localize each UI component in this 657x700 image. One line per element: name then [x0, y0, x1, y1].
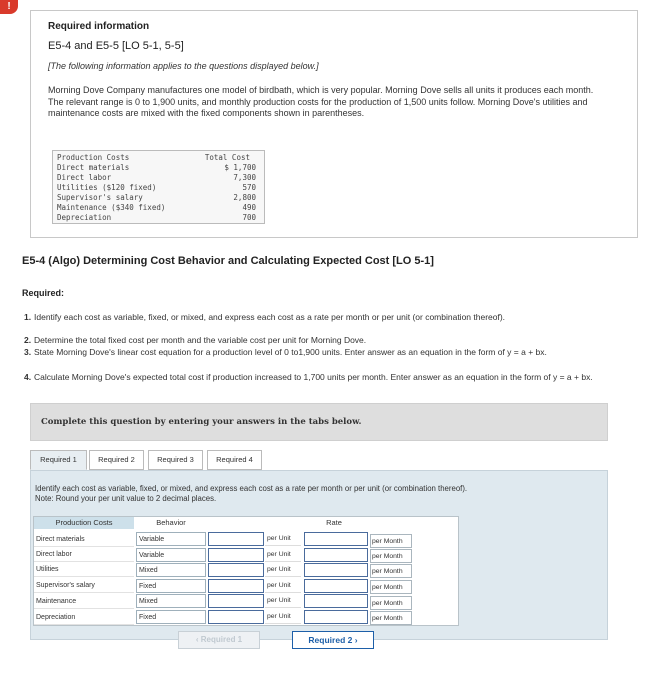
cost-table-header: [57, 153, 256, 163]
list-item-number: 2.: [24, 335, 32, 345]
info-paragraph: Morning Dove Company manufactures one model of birdbath, which is very popular. Morning Dove sells all units it produces each month. The relevant range is 0 to 1,900 units, and monthly production costs for the production of 1,500 units follow. Morning Dove's utilities and maintenance costs are mixed with the fixed components shown in parentheses.: [48, 85, 594, 118]
table-row: [57, 173, 256, 183]
tab-required-2[interactable]: Required 2: [89, 450, 144, 470]
behavior-header: Behavior: [136, 517, 206, 529]
cost-value: 2,800: [233, 193, 256, 202]
rate-header: Rate: [304, 517, 364, 529]
required-heading: Required:: [22, 288, 65, 298]
cost-value: 700: [242, 213, 256, 222]
table-row: [57, 163, 256, 173]
cost-value: 490: [242, 203, 256, 212]
per-unit-rate-input[interactable]: [208, 610, 264, 624]
cost-label: Direct labor: [57, 173, 112, 182]
behavior-select[interactable]: Mixed: [136, 563, 206, 577]
panel-instruction-text: Identify each cost as variable, fixed, or mixed, and express each cost as a rate per month or per unit (or combination thereof).: [35, 484, 468, 493]
cost-table-header-value: Total Cost: [204, 153, 250, 162]
cost-label: Direct materials: [57, 163, 130, 172]
next-button-label: Required 2: [308, 635, 353, 645]
list-item-text: Calculate Morning Dove's expected total cost if production increased to 1,700 units per month. Enter answer as an equation in the form of y = a + bx.: [34, 372, 593, 382]
per-month-label: per Month: [370, 580, 412, 594]
previous-button-label: Required 1: [200, 635, 243, 644]
cost-value: 570: [242, 183, 256, 192]
behavior-select[interactable]: Fixed: [136, 579, 206, 593]
table-row-label: Direct materials: [34, 532, 134, 547]
info-note: [The following information applies to the questions displayed below.]: [48, 61, 319, 71]
cost-label: Utilities ($120 fixed): [57, 183, 157, 192]
per-unit-label: per Unit: [265, 532, 301, 546]
next-required-button[interactable]: [292, 631, 374, 649]
cost-value: 7,300: [233, 173, 256, 182]
per-unit-rate-input[interactable]: [208, 594, 264, 608]
production-costs-table: [52, 150, 265, 224]
table-row: [57, 203, 256, 213]
question-title: E5-4 (Algo) Determining Cost Behavior and Calculating Expected Cost [LO 5-1]: [22, 255, 434, 267]
per-month-rate-input[interactable]: [304, 548, 368, 562]
cost-label: Depreciation: [57, 213, 112, 222]
tab-required-1[interactable]: Required 1: [30, 450, 87, 470]
per-unit-rate-input[interactable]: [208, 579, 264, 593]
alert-icon: !: [0, 0, 18, 14]
list-item-number: 1.: [24, 312, 32, 322]
per-month-label: per Month: [370, 564, 412, 578]
per-month-rate-input[interactable]: [304, 579, 368, 593]
per-unit-label: per Unit: [265, 563, 301, 577]
info-subtitle: E5-4 and E5-5 [LO 5-1, 5-5]: [48, 40, 184, 52]
panel-note: Note: Round your per unit value to 2 decimal places.: [35, 494, 217, 503]
table-row: [57, 193, 256, 203]
behavior-select[interactable]: Variable: [136, 532, 206, 546]
per-unit-label: per Unit: [265, 610, 301, 624]
list-item-text: Determine the total fixed cost per month and the variable cost per unit for Morning Dove.: [34, 335, 367, 345]
previous-required-button[interactable]: [178, 631, 260, 649]
answer-table: [33, 516, 459, 626]
per-unit-label: per Unit: [265, 579, 301, 593]
per-unit-rate-input[interactable]: [208, 532, 264, 546]
behavior-select[interactable]: Variable: [136, 548, 206, 562]
chevron-left-icon: ‹: [195, 635, 199, 644]
behavior-select[interactable]: Fixed: [136, 610, 206, 624]
per-month-label: per Month: [370, 596, 412, 610]
cost-value: $ 1,700: [224, 163, 256, 172]
per-unit-rate-input[interactable]: [208, 563, 264, 577]
table-row-label: Maintenance: [34, 594, 134, 609]
per-unit-label: per Unit: [265, 548, 301, 562]
complete-question-banner: Complete this question by entering your answers in the tabs below.: [30, 403, 608, 441]
panel-instructions: [35, 484, 595, 503]
per-month-rate-input[interactable]: [304, 532, 368, 546]
per-month-rate-input[interactable]: [304, 563, 368, 577]
per-unit-rate-input[interactable]: [208, 548, 264, 562]
list-item-text: State Morning Dove's linear cost equation for a production level of 0 to1,900 units. Enter answer as an equation in the form of y = a + bx.: [34, 347, 547, 357]
per-unit-label: per Unit: [265, 594, 301, 608]
behavior-select[interactable]: Mixed: [136, 594, 206, 608]
cost-label: Maintenance ($340 fixed): [57, 203, 166, 212]
production-costs-header: Production Costs: [34, 517, 134, 529]
per-month-label: per Month: [370, 611, 412, 625]
per-month-rate-input[interactable]: [304, 610, 368, 624]
per-month-label: per Month: [370, 549, 412, 563]
info-title: Required information: [48, 21, 150, 32]
table-row-label: Depreciation: [34, 610, 134, 625]
tab-required-3[interactable]: Required 3: [148, 450, 203, 470]
table-row-label: Direct labor: [34, 547, 134, 562]
cost-table-header-label: Production Costs: [57, 153, 130, 162]
cost-label: Supervisor's salary: [57, 193, 143, 202]
list-item-text: Identify each cost as variable, fixed, or mixed, and express each cost as a rate per month or per unit (or combination thereof).: [34, 312, 506, 322]
table-row: [57, 183, 256, 193]
table-row-label: Supervisor's salary: [34, 578, 134, 593]
table-row: [57, 213, 256, 223]
list-item-number: 4.: [24, 372, 32, 382]
per-month-label: per Month: [370, 534, 412, 548]
list-item-number: 3.: [24, 347, 32, 357]
per-month-rate-input[interactable]: [304, 594, 368, 608]
chevron-right-icon: ›: [354, 635, 358, 645]
table-row-label: Utilities: [34, 562, 134, 577]
tab-required-4[interactable]: Required 4: [207, 450, 262, 470]
